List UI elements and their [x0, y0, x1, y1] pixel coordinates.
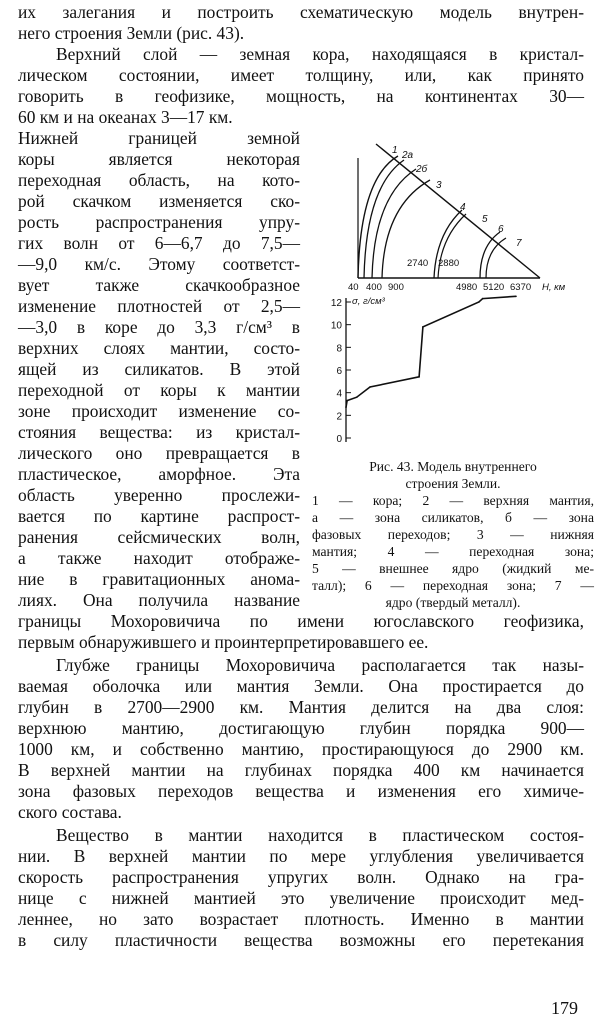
text-line: изменение плотностей от 2,5—	[18, 296, 300, 316]
text-line: переходной от коры к мантии	[18, 380, 300, 400]
layer-label: 4	[460, 202, 466, 213]
text-line: зоне происходит изменение со-	[18, 401, 300, 421]
layer-label: 6	[498, 224, 504, 235]
caption-legend	[312, 492, 594, 594]
density-point	[346, 400, 348, 402]
text-line: пластическое, аморфное. Эта	[18, 464, 300, 484]
text-line: глубин в 2700—2900 км. Мантия делится на два слоя:	[18, 697, 584, 717]
text-line: рой скачком изменяется ско-	[18, 191, 300, 211]
text-line: рость распространения упру-	[18, 212, 300, 232]
text-line: ранения сейсмических волн,	[18, 527, 300, 547]
caption-title: Рис. 43. Модель внутреннего	[369, 459, 537, 474]
depth-tick-label: 6370	[510, 282, 532, 293]
density-point	[369, 386, 371, 388]
text-line: Вещество в мантии находится в пластическом состоя-	[56, 825, 584, 845]
layer-label: 7	[516, 238, 522, 249]
text-line: ящей из силикатов. В этой	[18, 359, 300, 379]
y-tick-label: 8	[336, 343, 342, 355]
density-line	[346, 296, 516, 407]
text-line: скорость распространения упругих волн. Однако на гра-	[18, 867, 584, 887]
depth-label: 2880	[438, 258, 460, 269]
caption-line: а — зона силикатов, б — зона	[312, 510, 594, 525]
text-line: лиях. Она получила название	[18, 590, 300, 610]
density-point	[422, 326, 424, 328]
y-tick-label: 10	[330, 320, 342, 332]
text-line: в силу пластичности вещества возможны его перетекания	[18, 930, 584, 950]
text-line: леннее, но зато возрастает плотность. Именно в мантии	[18, 909, 584, 929]
depth-tick-label: 40	[348, 282, 359, 293]
density-point	[356, 396, 358, 398]
text-line: говорить в геофизике, мощность, на континентах 30—	[18, 86, 584, 106]
earth-structure-figure	[320, 138, 598, 458]
y-tick-label: 0	[336, 434, 342, 445]
text-line: нии. В верхней мантии по мере углубления увеличивается	[18, 846, 584, 866]
text-line: Глубже границы Мохоровичича располагается так назы-	[56, 655, 584, 675]
y-tick-label: 2	[336, 411, 342, 423]
caption-line: 5 — внешнее ядро (жидкий ме-	[312, 561, 594, 576]
depth-axis-unit: H, км	[542, 282, 566, 293]
text-line: лическом состоянии, имеет толщину, или, как принято	[18, 65, 584, 85]
text-line: 1000 км, и собственно мантию, простирающуюся до 2900 км.	[18, 739, 584, 759]
y-tick-label: 4	[336, 388, 342, 400]
depth-label: 2740	[407, 258, 429, 269]
depth-tick-label: 400	[366, 282, 382, 293]
density-point	[515, 296, 517, 298]
layer-label: 5	[482, 214, 488, 225]
text-line: первым обнаружившего и проинтерпретировавшего ее.	[18, 632, 429, 652]
text-line: ского состава.	[18, 802, 122, 822]
y-axis-label: σ, г/см³	[352, 296, 385, 307]
layer-label: 2б	[416, 164, 428, 175]
text-line: лического оно превращается в	[18, 443, 300, 463]
text-line: Верхний слой — земная кора, находящаяся в кристал-	[56, 44, 584, 64]
text-line: ние в гравитационных анома-	[18, 569, 300, 589]
layer-boundary-1	[358, 156, 398, 278]
layer-boundary-2a	[364, 160, 404, 278]
text-line: вует также скачкообразное	[18, 275, 300, 295]
density-point	[478, 301, 480, 303]
text-line: гих волн от 6—6,7 до 7,5—	[18, 233, 300, 253]
density-point	[418, 376, 420, 378]
diagram-depth-labels	[348, 258, 566, 293]
layer-label: 3	[436, 180, 442, 191]
caption-line: талл); 6 — переходная зона; 7 —	[312, 578, 594, 593]
text-line: него строения Земли (рис. 43).	[18, 23, 245, 43]
text-line: 60 км и на океанах 3—17 км.	[18, 107, 233, 127]
text-line: верхних слоях мантии, состо-	[18, 338, 300, 358]
y-tick-label: 6	[336, 366, 342, 377]
text-line: стояния вещества: из кристал-	[18, 422, 300, 442]
caption-line: мантия; 4 — переходная зона;	[312, 544, 594, 559]
text-line: верхнюю мантию, достигающую глубин порядка 900—	[18, 718, 584, 738]
caption-line: 1 — кора; 2 — верхняя мантия,	[312, 493, 594, 508]
text-line: нице с нижней мантией это увеличение происходит мед-	[18, 888, 584, 908]
text-line: —3,0 в коре до 3,3 г/см³ в	[18, 317, 300, 337]
caption-line: фазовых переходов; 3 — нижняя	[312, 527, 594, 542]
text-line: переходная область, на кото-	[18, 170, 300, 190]
text-line: границы Мохоровичича по имени югославского геофизика,	[18, 611, 584, 631]
text-line: а также находит отображе-	[18, 548, 300, 568]
text-line: ваемая оболочка или мантия Земли. Она простирается до	[18, 676, 584, 696]
text-line: коры является некоторая	[18, 149, 300, 169]
layer-label: 1	[392, 145, 398, 156]
text-line: их залегания и построить схематическую модель внутрен-	[18, 2, 584, 22]
caption-title: строения Земли.	[405, 476, 501, 491]
depth-tick-label: 4980	[456, 282, 478, 293]
text-line: В верхней мантии на глубинах порядка 400 км начинается	[18, 760, 584, 780]
text-line: Нижней границей земной	[18, 128, 300, 148]
density-point	[482, 298, 484, 300]
depth-tick-label: 900	[388, 282, 404, 293]
depth-tick-label: 5120	[483, 282, 505, 293]
density-chart	[331, 296, 517, 445]
text-line: зона фазовых переходов вещества и изменения его химиче-	[18, 781, 584, 801]
layer-label: 2a	[402, 150, 414, 161]
text-line: вается по картине распрост-	[18, 506, 300, 526]
caption-line: ядро (твердый металл).	[385, 595, 521, 610]
density-point	[345, 407, 347, 409]
figure-caption	[312, 458, 594, 611]
layer-labels	[392, 145, 522, 249]
page-number: 179	[551, 998, 578, 1018]
text-line: —9,0 км/с. Этому соответст-	[18, 254, 300, 274]
text-line: область уверенно прослежи-	[18, 485, 300, 505]
y-tick-label: 12	[330, 298, 342, 309]
